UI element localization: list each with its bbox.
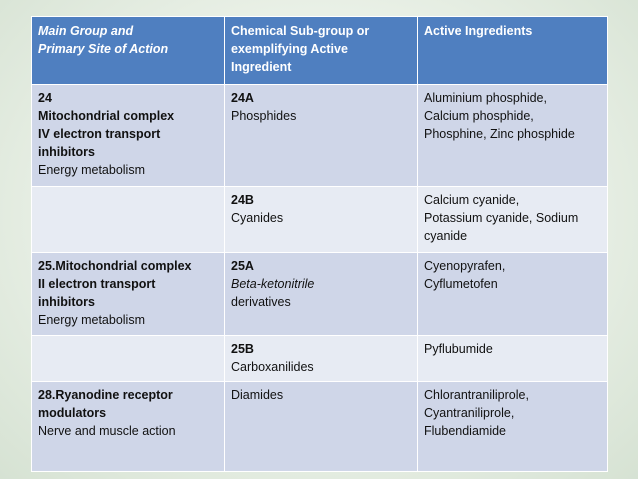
subgroup-name: derivatives [231,295,291,309]
ingredient-line: Calcium cyanide, [424,193,520,207]
subgroup-code: 24A [231,91,254,105]
main-group-title-line: 24 [38,91,52,105]
ingredient-line: Potassium cyanide, Sodium [424,211,579,225]
ingredient-line: Cyantraniliprole, [424,406,515,420]
main-group-site-of-action: Energy metabolism [38,313,145,327]
ingredient-line: Phosphine, Zinc phosphide [424,127,575,141]
subgroup-name: Carboxanilides [231,360,314,374]
subgroup-code: 25B [231,342,254,356]
table-row [32,253,608,336]
header-subgroup-line: Chemical Sub-group or [231,24,370,38]
ingredient-line: cyanide [424,229,468,243]
ingredient-line: Chlorantraniliprole, [424,388,529,402]
subgroup-cell [225,85,418,187]
main-group-title-line: II electron transport [38,277,156,291]
header-chemical-subgroup [225,17,418,85]
ingredient-line: Pyflubumide [424,342,493,356]
main-group-title-line: inhibitors [38,295,95,309]
active-ingredients-cell [418,187,608,253]
header-main-group-line: Main Group and [38,24,134,38]
header-main-group [32,17,225,85]
header-subgroup-line: exemplifying Active [231,42,348,56]
subgroup-cell [225,336,418,382]
subgroup-name: Diamides [231,388,284,402]
main-group-title-line: 25.Mitochondrial complex [38,259,192,273]
ingredient-line: Flubendiamide [424,424,506,438]
header-subgroup-line: Ingredient [231,60,292,74]
active-ingredients-cell [418,85,608,187]
table-row [32,382,608,472]
subgroup-cell [225,187,418,253]
header-ingredients-line: Active Ingredients [424,24,533,38]
main-group-cell [32,336,225,382]
subgroup-code: 24B [231,193,254,207]
subgroup-cell [225,382,418,472]
active-ingredients-cell [418,336,608,382]
irac-classification-table-container [31,16,607,464]
header-active-ingredients [418,17,608,85]
active-ingredients-cell [418,382,608,472]
main-group-site-of-action: Nerve and muscle action [38,424,176,438]
main-group-title-line: Mitochondrial complex [38,109,175,123]
main-group-site-of-action: Energy metabolism [38,163,145,177]
table-header-row [32,17,608,85]
table-row [32,187,608,253]
ingredient-line: Aluminium phosphide, [424,91,547,105]
subgroup-name-italic: Beta-ketonitrile [231,277,315,291]
main-group-title-line: 28.Ryanodine receptor [38,388,173,402]
ingredient-line: Cyflumetofen [424,277,498,291]
irac-classification-table [31,16,608,472]
active-ingredients-cell [418,253,608,336]
subgroup-name: Phosphides [231,109,297,123]
table-row [32,85,608,187]
main-group-cell [32,187,225,253]
main-group-title-line: IV electron transport [38,127,161,141]
table-row [32,336,608,382]
main-group-title-line: inhibitors [38,145,95,159]
main-group-cell [32,85,225,187]
header-main-group-line: Primary Site of Action [38,42,169,56]
subgroup-name: Cyanides [231,211,284,225]
subgroup-code: 25A [231,259,254,273]
main-group-cell [32,253,225,336]
ingredient-line: Calcium phosphide, [424,109,534,123]
ingredient-line: Cyenopyrafen, [424,259,506,273]
main-group-title-line: modulators [38,406,107,420]
subgroup-cell [225,253,418,336]
main-group-cell [32,382,225,472]
